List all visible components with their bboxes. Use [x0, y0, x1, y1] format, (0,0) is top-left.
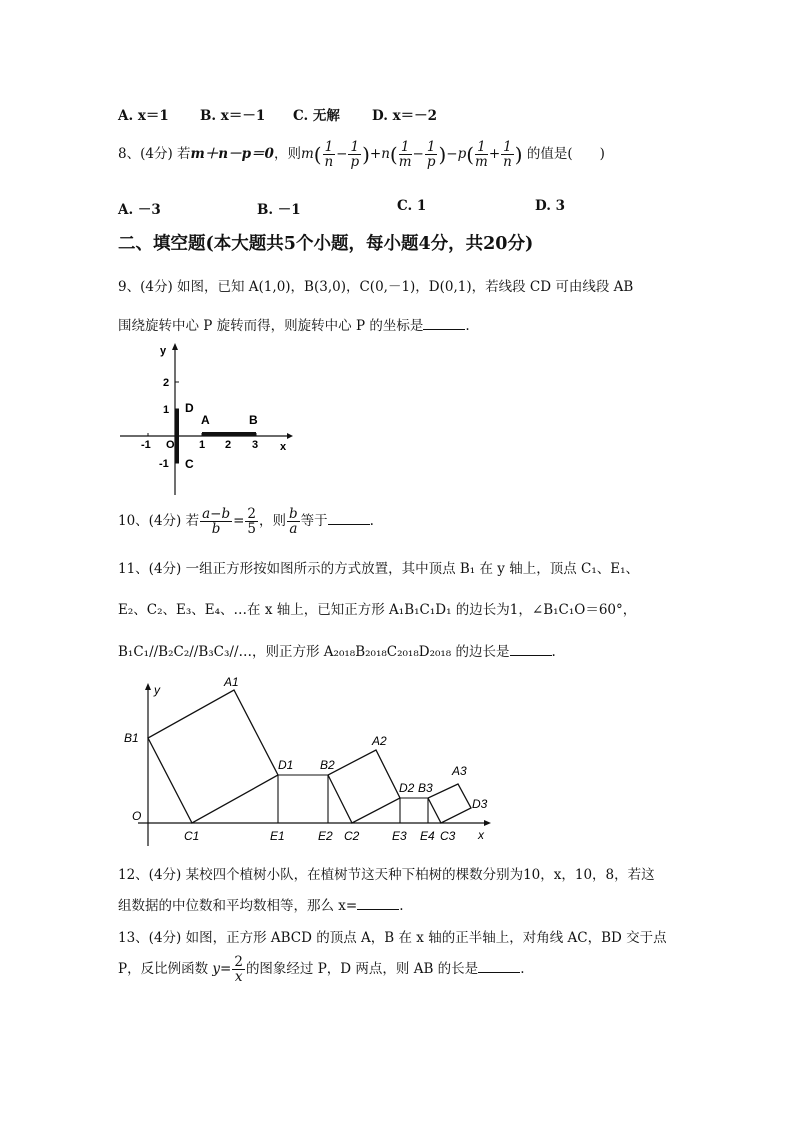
y-axis-arrow: [172, 343, 178, 350]
rect-1: [278, 775, 328, 823]
y-axis-label: y: [154, 683, 160, 697]
rect-2: [400, 798, 428, 823]
q8-option-b: B. －1: [257, 202, 301, 218]
q10-suffix: 等于: [300, 513, 328, 529]
q13-end: .: [520, 961, 525, 977]
label-c2: C2: [344, 829, 360, 843]
point-d-label: D: [185, 401, 194, 415]
x-axis-label: x: [478, 828, 484, 842]
label-a2: A2: [372, 734, 387, 748]
square-1: [148, 690, 278, 823]
tick-x-3: 3: [252, 439, 259, 451]
tick-y-neg1: -1: [159, 458, 169, 470]
q13-line2-post: 的图象经过 P，D 两点，则 AB 的长是: [245, 961, 479, 977]
q9-end: .: [465, 318, 470, 334]
q12-line2-text: 组数据的中位数和平均数相等，那么 x=: [118, 898, 358, 914]
label-b1: B1: [124, 731, 139, 745]
label-e3: E3: [392, 829, 407, 843]
q11-line3: [118, 640, 556, 660]
origin-label: O: [132, 809, 142, 823]
label-e1: E1: [270, 829, 285, 843]
x-axis-arrow: [287, 433, 293, 439]
q13-line1: 13、(4分) 如图，正方形 ABCD 的顶点 A，B 在 x 轴的正半轴上，对角线 AC，BD 交于点: [118, 930, 667, 946]
q7-option-a: A. x＝1: [118, 108, 169, 124]
label-d2: D2: [399, 781, 415, 795]
q8-prefix: 8、(4分) 若: [118, 146, 191, 162]
label-d1: D1: [278, 758, 294, 772]
label-e2: E2: [318, 829, 333, 843]
q12-line1: 12、(4分) 某校四个植树小队，在植树节这天种下柏树的棵数分别为10，x，10，8，若这: [118, 867, 655, 883]
tick-x-2: 2: [225, 439, 232, 451]
label-c3: C3: [440, 829, 456, 843]
q7-option-b: B. x＝－1: [200, 108, 266, 124]
tick-y-2: 2: [163, 377, 170, 389]
answer-blank: [423, 319, 465, 330]
q8-option-d: D. 3: [535, 198, 566, 214]
answer-blank: [357, 899, 399, 910]
q7-option-c: C. 无解: [293, 108, 340, 124]
answer-blank: [478, 962, 520, 973]
q11-end: .: [551, 644, 556, 660]
label-a3: A3: [452, 764, 467, 778]
q9-line1: 9、(4分) 如图，已知 A(1,0)，B(3,0)，C(0,－1)，D(0,1)，若线段 CD 可由线段 AB: [118, 279, 634, 295]
y-axis-label: y: [160, 345, 167, 357]
q9-coordinate-figure: [115, 340, 295, 500]
label-c1: C1: [184, 829, 200, 843]
answer-blank: [328, 514, 370, 525]
point-a-label: A: [201, 413, 210, 427]
x-axis-arrow: [484, 820, 491, 826]
q12-line2: [118, 894, 404, 914]
square-2: [328, 750, 400, 823]
q12-end: .: [399, 898, 404, 914]
y-axis-arrow: [145, 683, 151, 690]
q8-suffix: 的值是( ): [526, 146, 605, 162]
label-b3: B3: [418, 781, 433, 795]
label-d3: D3: [472, 797, 488, 811]
q8-mid: ，则: [273, 146, 301, 162]
section-title: 二、填空题(本大题共5个小题，每小题4分，共20分): [118, 234, 534, 254]
tick-x-neg1: -1: [141, 439, 151, 451]
q13-line2-pre: P，反比例函数: [118, 961, 209, 977]
tick-x-1: 1: [199, 439, 206, 451]
q11-line3-text: B₁C₁//B₂C₂//B₃C₃//…，则正方形 A₂₀₁₈B₂₀₁₈C₂₀₁₈D₂₀₁₈ 的边长是: [118, 644, 510, 660]
q9-line2-text: 围绕旋转中心 P 旋转而得，则旋转中心 P 的坐标是: [118, 318, 424, 334]
q10-end: .: [369, 513, 374, 529]
q13-line2: P，反比例函数 y= $\frac{2}{x}$ 的图象经过 P，D 两点，则 AB 的长是 .: [118, 954, 525, 985]
square-3: [428, 784, 471, 823]
origin-label: O: [166, 439, 175, 451]
q10-text: 10、(4分) 若 $\frac{a-b}{b}$ = $\frac{2}{5}$ ，则 $\frac{b}{a}$ 等于 .: [118, 506, 374, 537]
x-axis-label: x: [280, 441, 287, 453]
point-b-label: B: [249, 413, 258, 427]
q8-text: 8、(4分) 若m＋n－p＝0，则m( $\frac{1}{n}$ − $\frac{1}{p}$ )+n( $\frac{1}{m}$ − $\frac{1}{p}$ )−p( $\frac{1}{m}$ + $\frac{1}{n}$ ) 的值是( ): [118, 139, 605, 170]
label-e4: E4: [420, 829, 435, 843]
tick-y-1: 1: [163, 404, 170, 416]
label-b2: B2: [320, 758, 335, 772]
q10-mid: ，则: [259, 513, 287, 529]
point-c-label: C: [185, 457, 194, 471]
q7-option-d: D. x＝－2: [372, 108, 438, 124]
answer-blank: [510, 645, 552, 656]
q9-line2: [118, 314, 470, 334]
q8-option-c: C. 1: [397, 198, 427, 214]
q8-option-a: A. －3: [118, 202, 161, 218]
q10-prefix: 10、(4分) 若: [118, 513, 200, 529]
q8-condition: m＋n－p＝0: [190, 146, 274, 162]
label-a1: A1: [224, 675, 239, 689]
q11-squares-figure: [118, 668, 498, 850]
q11-line1: 11、(4分) 一组正方形按如图所示的方式放置，其中顶点 B₁ 在 y 轴上，顶点 C₁、E₁、: [118, 561, 640, 577]
q11-line2: E₂、C₂、E₃、E₄、…在 x 轴上，已知正方形 A₁B₁C₁D₁ 的边长为1，∠B₁C₁O＝60°，: [118, 602, 637, 618]
